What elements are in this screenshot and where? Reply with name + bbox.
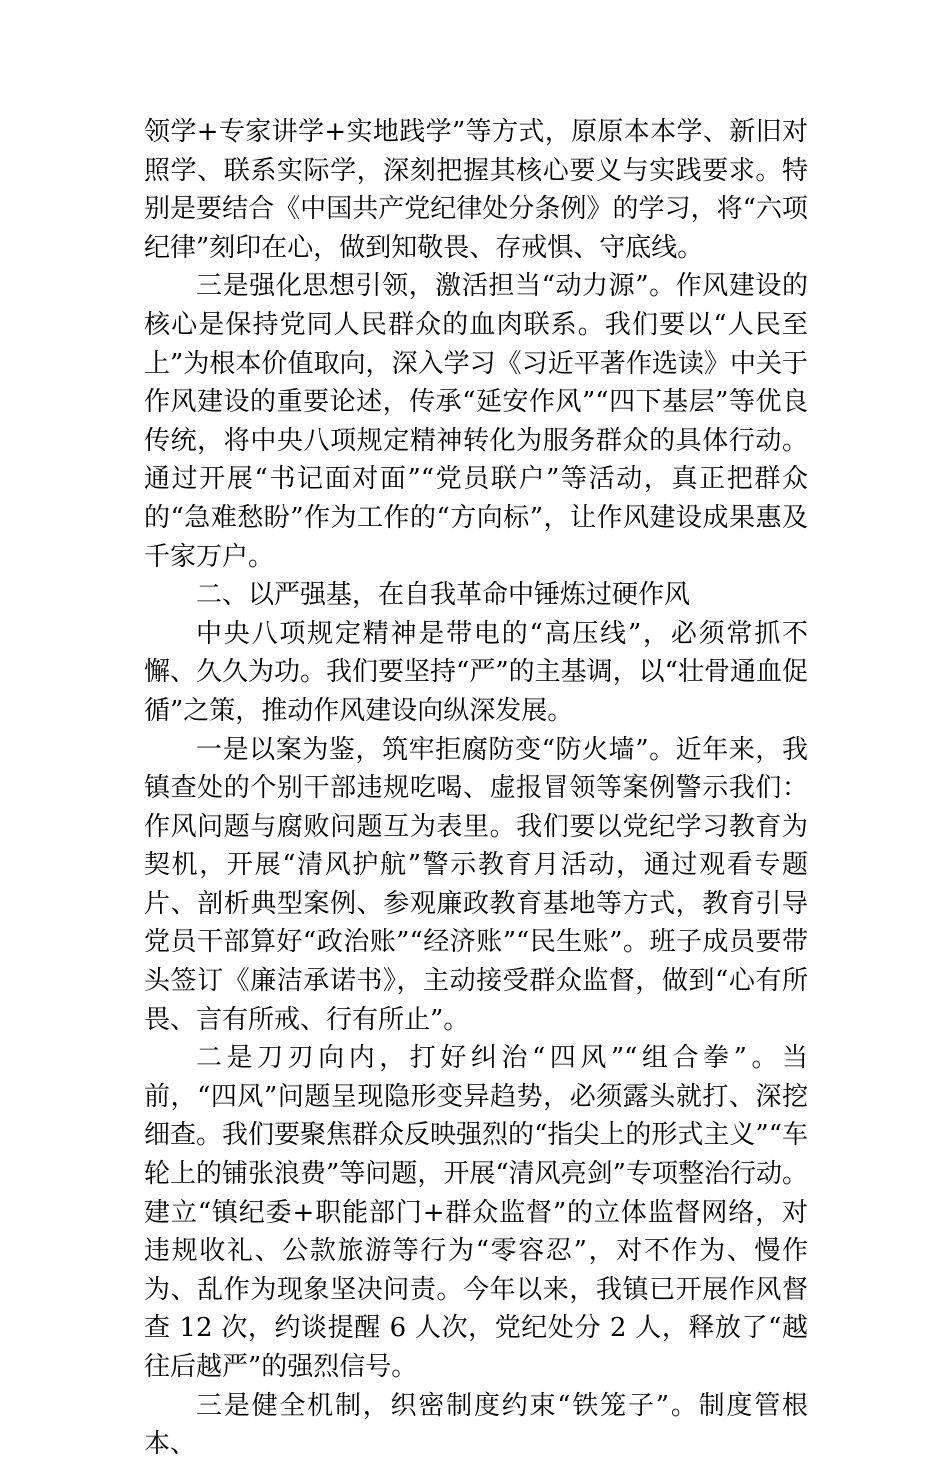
section-heading: 二、以严强基，在自我革命中锤炼过硬作风 — [196, 580, 691, 611]
paragraph-2: 三是强化思想引领，激活担当“动力源”。作风建设的核心是保持党同人民群众的血肉联系。我们要以“人民至上”为根本价值取向，深入学习《习近平著作选读》中关于作风建设的重要论述，传承“延安作风”“四下基层”等优良传统，将中央八项规定精神转化为服务群众的具体行动。通过开展“书记面对面”“党员联户”等活动，真正把群众的“急难愁盼”作为工作的“方向标”，让作风建设成果惠及千家万户。 — [144, 271, 808, 572]
paragraph-6: 三是健全机制，织密制度约束“铁笼子”。制度管根本、 — [144, 1390, 808, 1460]
paragraph-3: 中央八项规定精神是带电的“高压线”，必须常抓不懈、久久为功。我们要坚持“严”的主基调，以“壮骨通血促循”之策，推动作风建设向纵深发展。 — [144, 618, 808, 726]
document-page — [144, 113, 808, 1464]
paragraph-4: 一是以案为鉴，筑牢拒腐防变“防火墙”。近年来，我镇查处的个别干部违规吃喝、虚报冒领等案例警示我们：作风问题与腐败问题互为表里。我们要以党纪学习教育为契机，开展“清风护航”警示教育月活动，通过观看专题片、剖析典型案例、参观廉政教育基地等方式，教育引导党员干部算好“政治账”“经济账”“民生账”。班子成员要带头签订《廉洁承诺书》，主动接受群众监督，做到“心有所畏、言有所戒、行有所止”。 — [144, 734, 808, 1035]
paragraph-1: 领学+专家讲学+实地践学”等方式，原原本本学、新旧对照学、联系实际学，深刻把握其核心要义与实践要求。特别是要结合《中国共产党纪律处分条例》的学习，将“六项纪律”刻印在心，做到知敬畏、存戒惧、守底线。 — [144, 117, 808, 263]
paragraph-5: 二是刀刃向内，打好纠治“四风”“组合拳”。当前，“四风”问题呈现隐形变异趋势，必须露头就打、深挖细查。我们要聚焦群众反映强烈的“指尖上的形式主义”“车轮上的铺张浪费”等问题，开展“清风亮剑”专项整治行动。建立“镇纪委+职能部门+群众监督”的立体监督网络，对违规收礼、公款旅游等行为“零容忍”，对不作为、慢作为、乱作为现象坚决问责。今年以来，我镇已开展作风督查 12 次，约谈提醒 6 人次，党纪处分 2 人，释放了“越往后越严”的强烈信号。 — [144, 1043, 808, 1382]
